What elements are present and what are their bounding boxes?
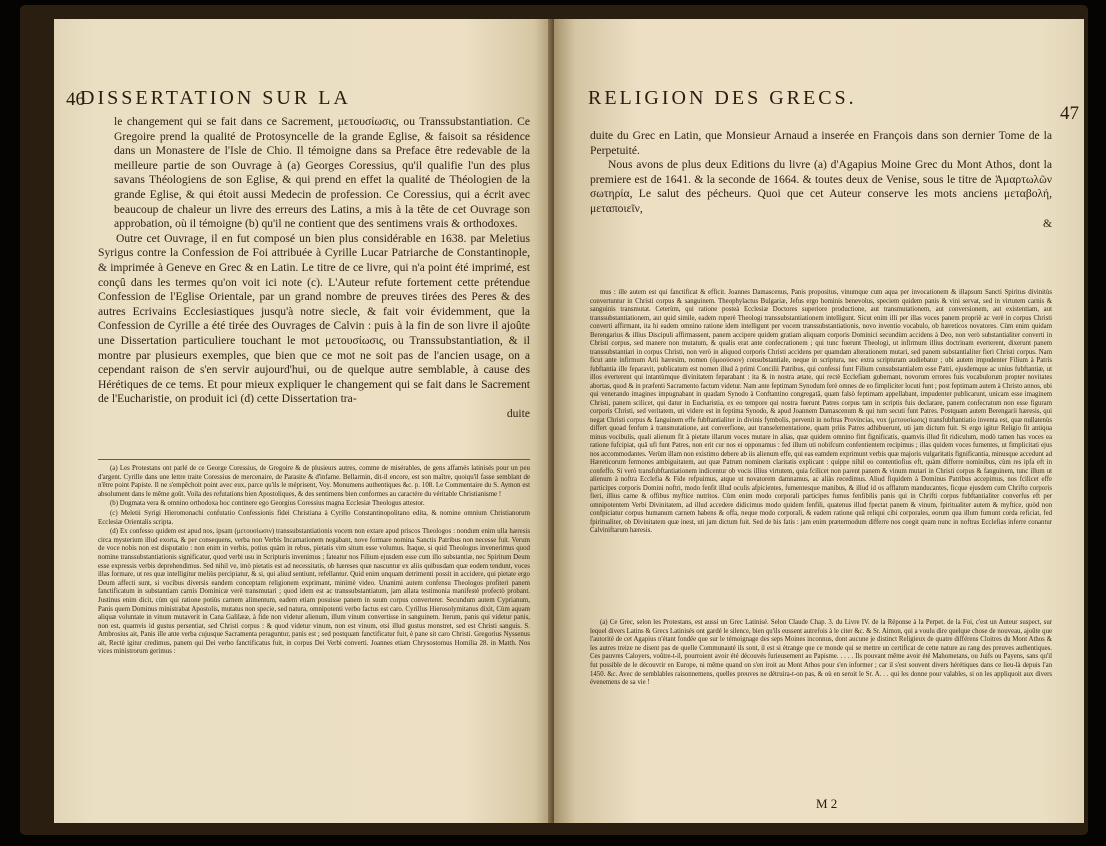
- paragraph: duite du Grec en Latin, que Monsieur Arnaud a inserée en François dans son dernier Tome de la Perpetuité.: [590, 129, 1052, 157]
- main-text: [590, 129, 1052, 231]
- footnote: (a) Ce Grec, selon les Protestans, est aussi un Grec Latinisé. Selon Claude Chap. 3. du Livre IV. de la Réponse à la Perpet. de la Foi, c'est un Auteur suspect, sur lequel divers Latins & Grecs Latinisés ont gardé le silence, bien qu'ils eussent autrefois à le citer &c. & Sr. Aimon, qui a voulu dire quelque chose de nouveau, ajoûte que l'autorité de cet Agapius n'étant fondée que sur le témoignage des seps Moines inconnus, dont aucune je distinct Religieux de quatre différens Cloitres du Mont Athos & les autres treize ne disent pas de quelle Communauté ils sont, il est si étrange que ce monde qui se mettre un certificat de cette nature au rang des preuves authentiques. Ces pauvres Caloyers, voûtre-t-il, pourroient avoir été découvés furieusement au Papisme. . . . . Ils pouvant même avoir été Mahometans, ou Juifs ou Payens, sans qu'il fut possible de le découvrir en Europe, ni même quand on s'en iroit au Mont Athos pour s'en informer ; car il s'est souvent divers hérétiques dans ce lieu-là depuis l'an 1450. &c. Avec de semblables raisonnemens, quelles preuves ne détruira-t-on pas, & où en seroit le Sr. A. . . qui les donne pour valables, si on les appliquoit aux divers évenemens de sa vie !: [590, 619, 1052, 687]
- running-head: DISSERTATION SUR LA: [80, 87, 351, 109]
- catchword: &: [1042, 216, 1052, 230]
- page-number: 47: [1060, 103, 1079, 124]
- footnote: (a) Les Protestans ont parlé de ce George Coressius, de Gregoire & de plusieurs autres, comme de misérables, de gens affamés latinisés pour un peu d'argent. Cyrille dans une lettre traite Coressius de mercenaire, de Parasite & d'infame. Bellarmin, dit-il encore, est son maître, quoiqu'il fasse semblant de n'être point Papiste. Il ne s'empêchoit point avec eux, parce qu'ils le méprisent, Voy. Monumens authentiques &c. p. 108. Le Commentaire du S. Aymon est absolument dans le même goût. Voila des refutations bien Apostoliques, & des sentimens bien conformes au caractére du véritable Christianisme !: [98, 465, 530, 498]
- right-page: [554, 19, 1084, 823]
- left-page: [54, 19, 554, 823]
- footnotes: [590, 619, 1052, 688]
- footnotes: [98, 459, 530, 658]
- paragraph: Outre cet Ouvrage, il en fut composé un bien plus considérable en 1638. par Meletius Syrigus contre la Confession de Foi attribuée à Cyrille Lucar Patriarche de Constantinople, & imprimée à Geneve en Grec & en Latin. Le titre de ce livre, qui n'a point été imprimé, est conçû dans les termes qu'on voit ici note (c). L'Auteur refute fortement cette prétendue Confession de l'Eglise Orientale, par un grand nombre de preuves tirées des Peres & des autres Ecrivains Ecclesiastiques jusqu'à notre siecle, & fait voir évidemment, que la Confession de Cyrille a été tirée des Ouvrages de Calvin : puis à la fin de son livre il ajoûte une Dissertation particuliere touchant le mot μετουσίωσις, ou Transsubstantiation, & il montre par plusieurs exemples, que bien que ce mot ne soit pas de l'ancien usage, on a cependant raison de s'en servir aujourd'hui, ou de quelque autre semblable, à cause des Hérétiques de ce tems. Et pour mieux expliquer le changement qui se fait dans le Sacrement de l'Eucharistie, on produit ici (d) cette Dissertation tra-: [98, 231, 530, 406]
- signature-mark: M 2: [816, 796, 838, 811]
- footnote-rule: [98, 459, 530, 460]
- catchword: duite: [506, 406, 530, 420]
- footnote: (c) Meletii Syrigi Hieromonachi confutatio Confessionis fidei Christiana à Cyrillo Constantinopolitano edita, & nomine omnium Christianorum Ecclesiæ Orientalis scripta.: [98, 509, 530, 526]
- footnote: (d) Ex confesso quidem est apud nos, ipsam (μετουσίωσιν) transsubstantiationis vocem non extare apud priscos Theologos : nondum enim ulla hæresis circa mysterium illud exorta, & per consequens, verba non Verbis Incarnationem negabant, nove formare nomina Sanctis Patribus non necesse fuit. Verum de voce nobis non est disputatio : non enim in verbis, potius quàm in rebus, pietatis vim situm esse volumus. Itaque, si quid Theologus invenerimus quod nomine transsubstantiationis significatur, quod verbi usu in Scripturis invenimus ; fateatur nos Filium ejusdem esse cum illo substantiæ, nec Spiritum Deum esse expressis verbis deprehendimus. Sed nihil ve, imò pietatis est ad necessitatis, ob hæreses quæ nascuntur ex aliis quibusdam quæ eodem tendunt, voces illas formare, ut res quæ intelligitur meliùs percipiatur, & si, qui aliud sentiunt, refellantur. Quid enim unquam detrimenti possit in accidere, qui pietate ergo Deum affecti sunt, si vocibus diversis eandem conceptam religionem exprimant, minimè video. Unanimi autem confensu Theologos profiteri panem fanctificatum in substantiam carnis Dominicæ verè transmutari ; quod idem est ac transsubstantiatum, jam allata testimonia manifestè profectò probant. Justinus enim dicit, cùm qui ratione potiùs carnem alimentum, eadem etiam posuisse panem in suum corpus converterer. Secundum autem Cyprianum, Panis quem Dominus ministrabat Apostolis, mutatus non specie, sed natura, omnipotenti verbo factus est caro. Cyrillus Hierosolymitanus dixit, Cùm aquam aliquæ voluntate in vinum mutaverit in Cana Galilææ, à fide non videtur alienum, illum vinum convertisse in sanguinem. Iterum, panis qui videtur panis, non est, quamvis id gustus persentiat, sed Christi corpus : & quod videtur vinum, non est vinum, etsi illud gustus monstret, sed est Christi sanguis. S. Ambrosius ait, Panis ille ante verba cujusque Sacramenta peraguntur, panis est ; sed postquam fanctificatur fuit, è pane sit caro Christi. Gregorius Nyssenus ait, Rectè igitur credimus, panem qui Dei verbo fanctificatus fuit, in corpus Dei Verbi converti. Joannes etiam Chrysostomus Homilia 28. in Matth. Nos vices ministrorum gerimus :: [98, 528, 530, 656]
- paragraph: Nous avons de plus deux Editions du livre (a) d'Agapius Moine Grec du Mont Athos, dont la premiere est de 1641. & la seconde de 1664. & toutes deux de Venise, sous le titre de Ἁμαρτωλῶν σωτηρία, Le salut des pécheurs. Quoi que cet Auteur conserve les mots anciens μεταβολή, μεταποιεῖν,: [590, 158, 1052, 215]
- open-book: [20, 5, 1088, 835]
- footnote: (b) Dogmata vera & omnino orthodoxa hoc continere ego Georgius Coressius magna Ecclesiæ Theologus attestor.: [110, 500, 425, 508]
- footnote: mus : ille autem est qui fanctificat & efficit. Joannes Damascenus, Panis propositus, vinumque cum aqua per invocationem & illapsum Sancti Spiritus divinitùs convertuntur in Christi corpus & sanguinem. Theophylactus Bulgariæ, Jefus ergo hominis benevolus, speciem quidem panis & vini servat, sed in virtutem carnis & sanguinis transmutat. Ceterùm, qui ratione posteà Ecclesiæ Doctores superiore productione, aut transmutationem, aut conversionem, aut existentiam, aut transsubstantiationem, aut quid simile, eadem ruperè Theologi transsubstantiationem intelligunt. Sicut enim illi per illas voces panem propriè ac verè in corpus Christi converti affirmant, ita hi eadem omnino ratione idem intelligunt per vocem transsubstantiationis, novo inventio vocabulo, ob hæreticos novatores. Cùm enim quidam Berengarius & illius Discipuli affirmassent, panem accipere quidem gratiam aliquam corporis Dominici secundùm accidens à Deo, non verò substantialiter converti in Christi corpus, sed manere non mutatum, & qualis erat ante confecrationem ; qui tunc fuerunt Theologi, ut infirmum illius doctrinam everterent, dixerunt panem transsubstantiari in corpus Christi, non verò in aliquod corporis Christi accidens per quamdam alterationem mutari, sed panem substantialiter fieri Christi corpus. Nam ficut ante infirmum Arii hæresim, nomen (ὁμοούσιον) consubstantiale, neque in scriptura, nec extra scripturam audiebatur ; ubi autem impudenter Filium à Patris fubftantia ille feparavit, publicatum est nomen illud à primi Concilii Patribus, qui confessi funt Filium consubstantialem esse Patri, ejusdemque ac unius fubftantiæ, ut illos everterent qui intantùmque divinitatem feparabant : ita & in nostra ætate, qui rectè Ecclefiam gubernant, novorum errores fuis vocabulorum propter novitates abortas, quod & in præfenti Sacramento factum videtur. Nam ante feptimam Synodum ferè omnes de eo fimpliciter locuti funt ; post feptimam autem à Christo annos, ubi qui venerando imagines impugnabant in quadam Synodo à Conftantino congregatâ, quam falsò feptimam appellabant, impudenter publicarunt, unicam esse imaginem Christi, panem scilicet, qui datur in Eucharistia, ex eo tempore qui nostra fuerunt Patres corpus tam in scriptis fuis declarare, panem confecratum non esse figuram corporis Christi, sed veritatem, uti videre est in feptima Synodo, & apud Joannem Damascenum & qui tum secuti funt Patres. Postquam autem Berengarii hæresis, qui negat Christi corpus & fanguinem effe fubftantialiter in divinis fymbolis, pervenit in noftras Provincias, vox (μετουσίωσις) transfubftantiatio inventa est, quæ nullatenùs differt quoad fenfum à transmutatione, aut converfione, aut transelementatione, quam priùs Patres adhibuerunt, uti jam dictum fuit. Si ergo igitur Religio fit antiqua minus vocibulis, quali alienum fit à pietate illarum voces mutare in alias, quæ quidem omnino fint fignificatis, quamvis illud fit ridiculum, modò tamen has voces ea ratione fufcipiat, quâ ufi funt Patres, non erit cur nos ei opponamus : fed illum uti nobifcum confentientem recipimus ; illas quidem voces fumentes, ut fimplicitati ejus nos accommodantes. Verùm illam non existimo debere ab iis alienum effe, qui eas eamdem exprimunt verbis quæ majoris vulgaritatis fignificantia, minusque accedunt ad Hæreticorum fermones ambiguitatem, aut quæ Patrum nominem claritatis explicant : quippe nihil eo contentiofius eft, quàm differre nominibus, cùm res ipfa eft in confeffo. Si verò transfubftantiationem indicentur ob vocis illius virtutem, quia fcilicet non parent panem & vinum mutari in Christi corpus & fanguinem, tunc illum ut alienum à noftra Ecclefia & Fide refpuimus, atque ut novatorem damnamus, ac aliàs recedimus. Aliud fiquidem à Dominus Patribus accepimus, nos fcilicet effe participes corporis Domini noftri, modo fenfit illud oculis afpicientes, fumentesque manibus, & illud id os afflatum manducantes, ficque ejusdem cum Chrifto corporis fieri, illius carne & offibus myftice nutritos. Cùm enim modo corporali participes fumus fenfibilis panis qui in Chrifti corpus fubftantialiter converfus eft per omnipotentem Verbi Divinitatem, ad illud accedere didicimus modo quidem fenfili, quatenus illud fpectat panem & vinum, fpiritualiter autem & myftice, quòd non confpiciatur corpus humanum carnem habens & offa, neque modo corporali, & eadem ratione quâ reliqui cibi corporales, eorum qua illum fumunt corda reficiat, fed fpiritualiter, ob Divinitatem quæ inest, uti jam dictum fuit. Sed de his fatis : jam enim prætermodum differre nos coegit quam nunc in noftras Ecclefias inferre conantur Calviniftarum hæresis.: [590, 289, 1053, 534]
- running-head: RELIGION DES GRECS.: [588, 87, 857, 109]
- main-text: [98, 115, 530, 421]
- paragraph: le changement qui se fait dans ce Sacrement, μετουσίωσις, ou Transsubstantiation. Ce Gregoire prend la qualité de Protosyncelle de la grande Eglise, & faisoit sa résidence dans un Monastere de l'Isle de Chio. Il témoigne dans sa Preface être redevable de la meilleure partie de son Ouvrage à (a) Georges Coressius, qu'il qualifie l'un des plus savans Théologiens de son Eglise, & qui prend en effet la qualité de Théologien de la grande Eglise, & qui étoit aussi Medecin de profession. Ce Coressius, qui a écrit avec beaucoup de chaleur un livre des erreurs des Latins, a mis à la tête de cet Ouvrage son approbation, où il témoigne (b) qu'il ne contient que des sentimens vrais & orthodoxes.: [114, 115, 530, 231]
- page-number: 46: [66, 89, 85, 110]
- latin-footnote-continuation: [590, 289, 1052, 537]
